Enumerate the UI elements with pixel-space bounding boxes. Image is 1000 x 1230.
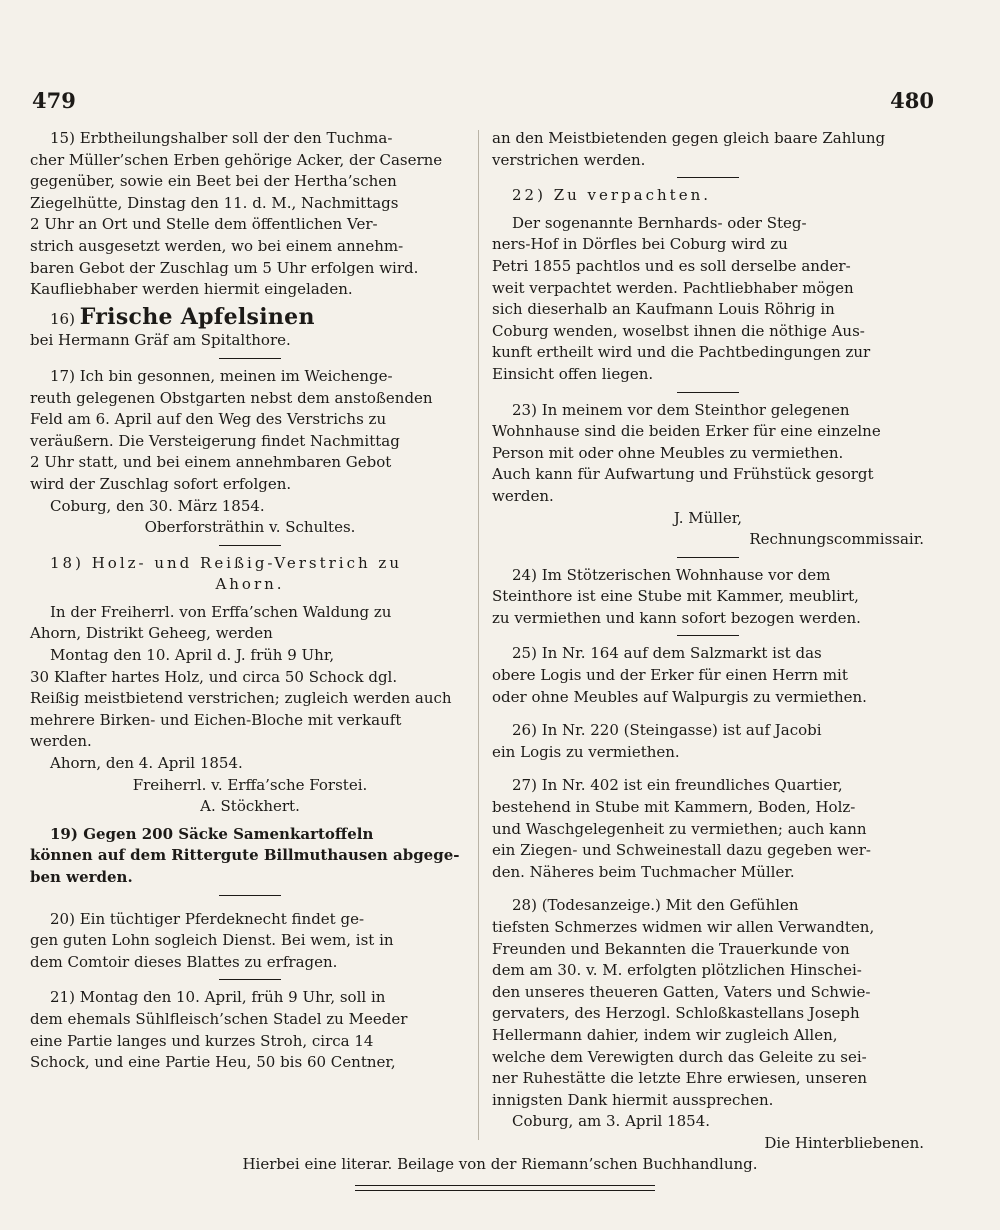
footer-rule [355, 1185, 655, 1186]
notice-line: 30 Klafter hartes Holz, und circa 50 Schock dgl. [30, 667, 398, 686]
notice-line: den unseres theueren Gatten, Vaters und Schwie- [492, 982, 871, 1001]
notice-title: Frische Apfelsinen [79, 303, 315, 330]
notice-line: und Waschgelegenheit zu vermiethen; auch kann [492, 819, 867, 838]
right-column [492, 128, 924, 1155]
notice-24 [492, 565, 924, 630]
notice-line: baren Gebot der Zuschlag um 5 Uhr erfolgen wird. [30, 258, 419, 277]
notice-line: Petri 1855 pachtlos und es soll derselbe ander- [492, 256, 851, 275]
notice-18 [30, 553, 470, 818]
left-column [30, 128, 470, 1074]
separator-rule [677, 557, 739, 558]
notice-line: 2 Uhr statt, und bei einem annehmbaren Gebot [30, 453, 392, 472]
notice-line: dem am 30. v. M. erfolgten plötzlichen Hinschei- [492, 961, 862, 980]
notice-date: Coburg, am 3. April 1854. [512, 1112, 711, 1131]
page-number-left: 479 [32, 88, 76, 113]
notice-line: ein Ziegen- und Schweinestall dazu gegeben wer- [492, 841, 871, 860]
notice-line: an den Meistbietenden gegen gleich baare Zahlung [492, 129, 886, 147]
notice-line: mehrere Birken- und Eichen-Bloche mit verkauft [30, 710, 402, 729]
notice-23 [492, 400, 924, 551]
notice-20 [30, 909, 470, 974]
notice-17 [30, 366, 470, 539]
notice-line: 2 Uhr an Ort und Stelle dem öffentlichen Ver- [30, 215, 378, 234]
notice-line: Coburg wenden, woselbst ihnen die nöthige Aus- [492, 321, 865, 340]
notice-line: Einsicht offen liegen. [492, 364, 654, 383]
notice-line: verstrichen werden. [492, 150, 646, 169]
notice-line: reuth gelegenen Obstgarten nebst dem anstoßenden [30, 388, 433, 407]
notice-heading: 22) Zu verpachten. [512, 186, 712, 205]
notice-signature: J. Müller, [673, 508, 743, 527]
separator-rule [219, 545, 281, 546]
notice-line: werden. [30, 732, 92, 751]
notice-line: dem ehemals Sühlfleisch’schen Stadel zu Meeder [30, 1009, 408, 1028]
notice-25 [492, 643, 924, 708]
notice-signature: Rechnungscommissair. [749, 530, 924, 549]
notice-28 [492, 895, 924, 1154]
notice-line: 28) (Todesanzeige.) Mit den Gefühlen [512, 896, 799, 915]
notice-26 [492, 720, 924, 763]
notice-line: Ahorn, Distrikt Geheeg, werden [30, 624, 273, 643]
notice-line: kunft ertheilt wird und die Pachtbedingungen zur [492, 343, 871, 362]
notice-21-continuation [492, 128, 924, 171]
notice-line: dem Comtoir dieses Blattes zu erfragen. [30, 952, 338, 971]
notice-line: Person mit oder ohne Meubles zu vermiethen. [492, 443, 844, 462]
separator-rule [677, 177, 739, 178]
notice-line: 26) In Nr. 220 (Steingasse) ist auf Jacobi [512, 721, 822, 740]
notice-signature: Oberforsträthin v. Schultes. [144, 518, 356, 537]
notice-21 [30, 987, 470, 1073]
notice-line: welche dem Verewigten durch das Geleite zu sei- [492, 1047, 867, 1066]
separator-rule [677, 635, 739, 636]
notice-signature: Freiherrl. v. Erffa’sche Forstei. [132, 775, 368, 794]
notice-line: Ziegelhütte, Dinstag den 11. d. M., Nachmittags [30, 193, 399, 212]
notice-line: 15) Erbtheilungshalber soll der den Tuchma- [50, 129, 393, 147]
notice-line: 17) Ich bin gesonnen, meinen im Weichenge- [50, 366, 393, 385]
notice-line: gervaters, des Herzogl. Schloßkastellans Joseph [492, 1004, 860, 1023]
notice-number: 16) [50, 309, 75, 328]
notice-date: Ahorn, den 4. April 1854. [50, 754, 243, 773]
notice-line: ners-Hof in Dörfles bei Coburg wird zu [492, 235, 788, 254]
notice-line: Kaufliebhaber werden hiermit eingeladen. [30, 280, 353, 299]
notice-signature: A. Stöckhert. [200, 797, 300, 816]
notice-signature: Die Hinterbliebenen. [764, 1133, 924, 1152]
notice-line: werden. [492, 486, 554, 505]
notice-line: Montag den 10. April d. J. früh 9 Uhr, [50, 646, 335, 665]
footer-rule [355, 1190, 655, 1191]
notice-line: 24) Im Stötzerischen Wohnhause vor dem [512, 565, 831, 584]
notice-line: cher Müller’schen Erben gehörige Acker, der Caserne [30, 150, 443, 169]
notice-line: 20) Ein tüchtiger Pferdeknecht findet ge- [50, 909, 365, 928]
notice-line: bestehend in Stube mit Kammern, Boden, Holz- [492, 798, 856, 817]
notice-line: ner Ruhestätte die letzte Ehre erwiesen, unseren [492, 1069, 868, 1088]
notice-line: 21) Montag den 10. April, früh 9 Uhr, soll in [50, 988, 386, 1007]
notice-line: gen guten Lohn sogleich Dienst. Bei wem, ist in [30, 931, 394, 950]
notice-line: Auch kann für Aufwartung und Frühstück gesorgt [492, 465, 874, 484]
notice-line: 25) In Nr. 164 auf dem Salzmarkt ist das [512, 644, 822, 663]
notice-line: 19) Gegen 200 Säcke Samenkartoffeln [50, 824, 374, 843]
notice-15 [30, 128, 470, 301]
separator-rule [677, 392, 739, 393]
notice-line: strich ausgesetzt werden, wo bei einem annehm- [30, 236, 404, 255]
notice-line: Reißig meistbietend verstrichen; zugleich werden auch [30, 689, 452, 708]
notice-line: bei Hermann Gräf am Spitalthore. [30, 331, 291, 350]
notice-line: Schock, und eine Partie Heu, 50 bis 60 Centner, [30, 1053, 396, 1072]
separator-rule [219, 979, 281, 980]
notice-line: weit verpachtet werden. Pachtliebhaber mögen [492, 278, 854, 297]
notice-heading: Ahorn. [215, 575, 285, 594]
separator-rule [219, 358, 281, 359]
notice-line: zu vermiethen und kann sofort bezogen werden. [492, 608, 861, 627]
notice-line: obere Logis und der Erker für einen Herrn mit [492, 666, 848, 685]
notice-line: Freunden und Bekannten die Trauerkunde von [492, 939, 850, 958]
notice-date: Coburg, den 30. März 1854. [50, 496, 265, 515]
notice-line: oder ohne Meubles auf Walpurgis zu vermiethen. [492, 687, 867, 706]
notice-line: den. Näheres beim Tuchmacher Müller. [492, 862, 795, 881]
notice-line: Der sogenannte Bernhards- oder Steg- [512, 213, 807, 232]
notice-line: Feld am 6. April auf den Weg des Verstrichs zu [30, 410, 387, 429]
notice-line: können auf dem Rittergute Billmuthausen abgege- [30, 846, 460, 865]
separator-rule [219, 895, 281, 896]
notice-line: Hellermann dahier, indem wir zugleich Allen, [492, 1025, 838, 1044]
page-number-right: 480 [890, 88, 934, 113]
column-divider [478, 130, 479, 1140]
notice-line: eine Partie langes und kurzes Stroh, circa 14 [30, 1031, 374, 1050]
notice-line: innigsten Dank hiermit aussprechen. [492, 1090, 774, 1109]
notice-line: 23) In meinem vor dem Steinthor gelegenen [512, 400, 850, 419]
notice-line: ein Logis zu vermiethen. [492, 742, 680, 761]
notice-line: Wohnhause sind die beiden Erker für eine einzelne [492, 422, 881, 441]
notice-line: ben werden. [30, 868, 133, 886]
spacer [492, 763, 924, 775]
notice-19 [30, 824, 470, 889]
notice-16 [30, 303, 470, 352]
notice-27 [492, 775, 924, 883]
notice-heading: 18) Holz- und Reißig-Verstrich zu [50, 553, 403, 572]
spacer [492, 708, 924, 720]
notice-line: wird der Zuschlag sofort erfolgen. [30, 474, 292, 493]
notice-line: tiefsten Schmerzes widmen wir allen Verwandten, [492, 918, 875, 936]
notice-line: 27) In Nr. 402 ist ein freundliches Quartier, [512, 776, 843, 795]
notice-line: In der Freiherrl. von Erffa’schen Waldung zu [50, 602, 392, 621]
spacer [492, 883, 924, 895]
footer-note: Hierbei eine literar. Beilage von der Riemann’schen Buchhandlung. [242, 1155, 758, 1173]
notice-line: sich dieserhalb an Kaufmann Louis Röhrig in [492, 300, 835, 319]
notice-22 [492, 185, 924, 385]
notice-line: Steinthore ist eine Stube mit Kammer, meublirt, [492, 587, 859, 606]
notice-line: veräußern. Die Versteigerung findet Nachmittag [30, 431, 400, 450]
notice-line: gegenüber, sowie ein Beet bei der Hertha’schen [30, 172, 397, 191]
